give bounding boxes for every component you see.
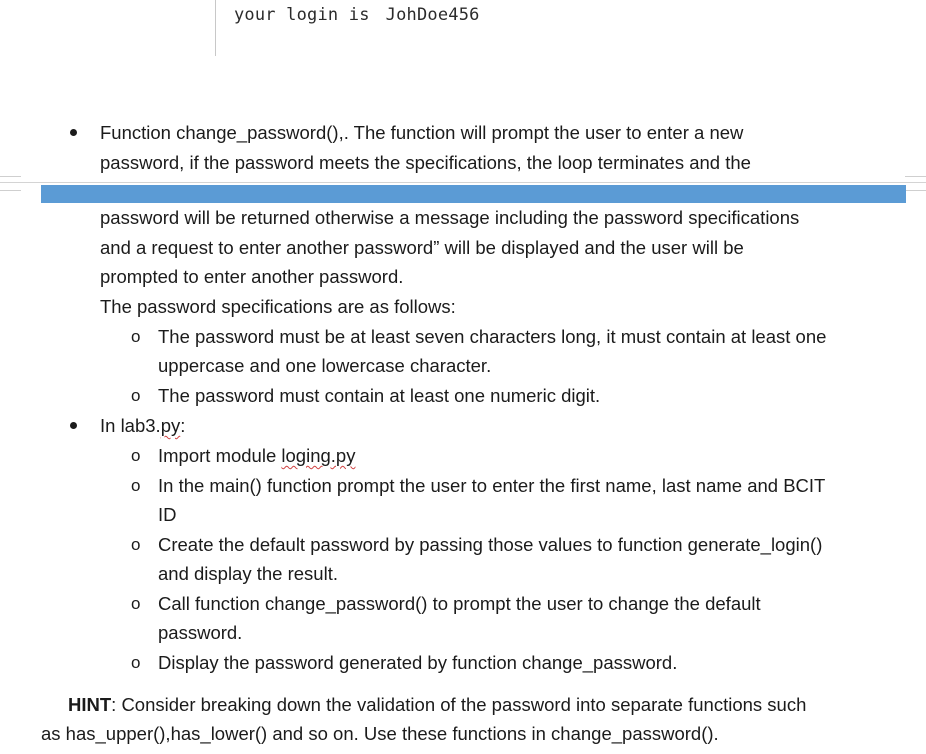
- bullet1-line5: prompted to enter another password.: [100, 266, 404, 287]
- page-break-right-marker: [905, 176, 926, 191]
- step4-line1: Call function change_password() to prompt the user to change the default: [158, 593, 761, 614]
- bullet-dot: [70, 129, 77, 136]
- code-output-line: [234, 5, 480, 25]
- hint-text-1: : Consider breaking down the validation of the password into separate functions such: [111, 694, 807, 715]
- sub-bullet: o: [131, 476, 141, 495]
- hint-label: HINT: [68, 694, 112, 715]
- bullet2-suffix: :: [180, 415, 186, 436]
- sub-bullet: o: [131, 327, 141, 346]
- step1: [158, 441, 355, 471]
- bullet1-line1: Function change_password(),. The function will prompt the user to enter a new: [100, 122, 744, 143]
- page-break-bar: [41, 185, 906, 203]
- sub-bullet: o: [131, 535, 141, 554]
- bullet-dot: [70, 422, 77, 429]
- specs-intro: The password specifications are as follows:: [100, 296, 456, 317]
- spec2: The password must contain at least one numeric digit.: [158, 385, 601, 406]
- sub-bullet: o: [131, 386, 141, 405]
- bullet2-ext: py: [160, 415, 181, 436]
- hint-line2: as has_upper(),has_lower() and so on. Use these functions in change_password().: [41, 723, 719, 744]
- bullet1-line3: password will be returned otherwise a message including the password specifications: [100, 207, 800, 228]
- step5: Display the password generated by function change_password.: [158, 652, 678, 673]
- step1-prefix: Import module: [158, 445, 282, 466]
- hint-line1: [68, 690, 806, 720]
- spec1-line1: The password must be at least seven characters long, it must contain at least one: [158, 326, 827, 347]
- page-break-line-top: [0, 182, 926, 183]
- code-output-label: your login is: [234, 5, 370, 25]
- code-output-value: JohDoe456: [385, 5, 480, 25]
- step2-line1: In the main() function prompt the user to enter the first name, last name and BCIT: [158, 475, 826, 496]
- page-break-left-marker: [0, 176, 21, 191]
- sub-bullet: o: [131, 653, 141, 672]
- bullet2-text: [100, 411, 185, 441]
- bullet1-line2: password, if the password meets the specifications, the loop terminates and the: [100, 152, 751, 173]
- sub-bullet: o: [131, 446, 141, 465]
- step3-line2: and display the result.: [158, 563, 338, 584]
- sub-bullet: o: [131, 594, 141, 613]
- step1-module: loging.py: [281, 445, 356, 466]
- step4-line2: password.: [158, 622, 243, 643]
- bullet1-line4: and a request to enter another password” will be displayed and the user will be: [100, 237, 744, 258]
- step3-line1: Create the default password by passing those values to function generate_login(): [158, 534, 823, 555]
- step2-line2: ID: [158, 504, 177, 525]
- spec1-line2: uppercase and one lowercase character.: [158, 355, 492, 376]
- bullet2-prefix: In lab3.: [100, 415, 161, 436]
